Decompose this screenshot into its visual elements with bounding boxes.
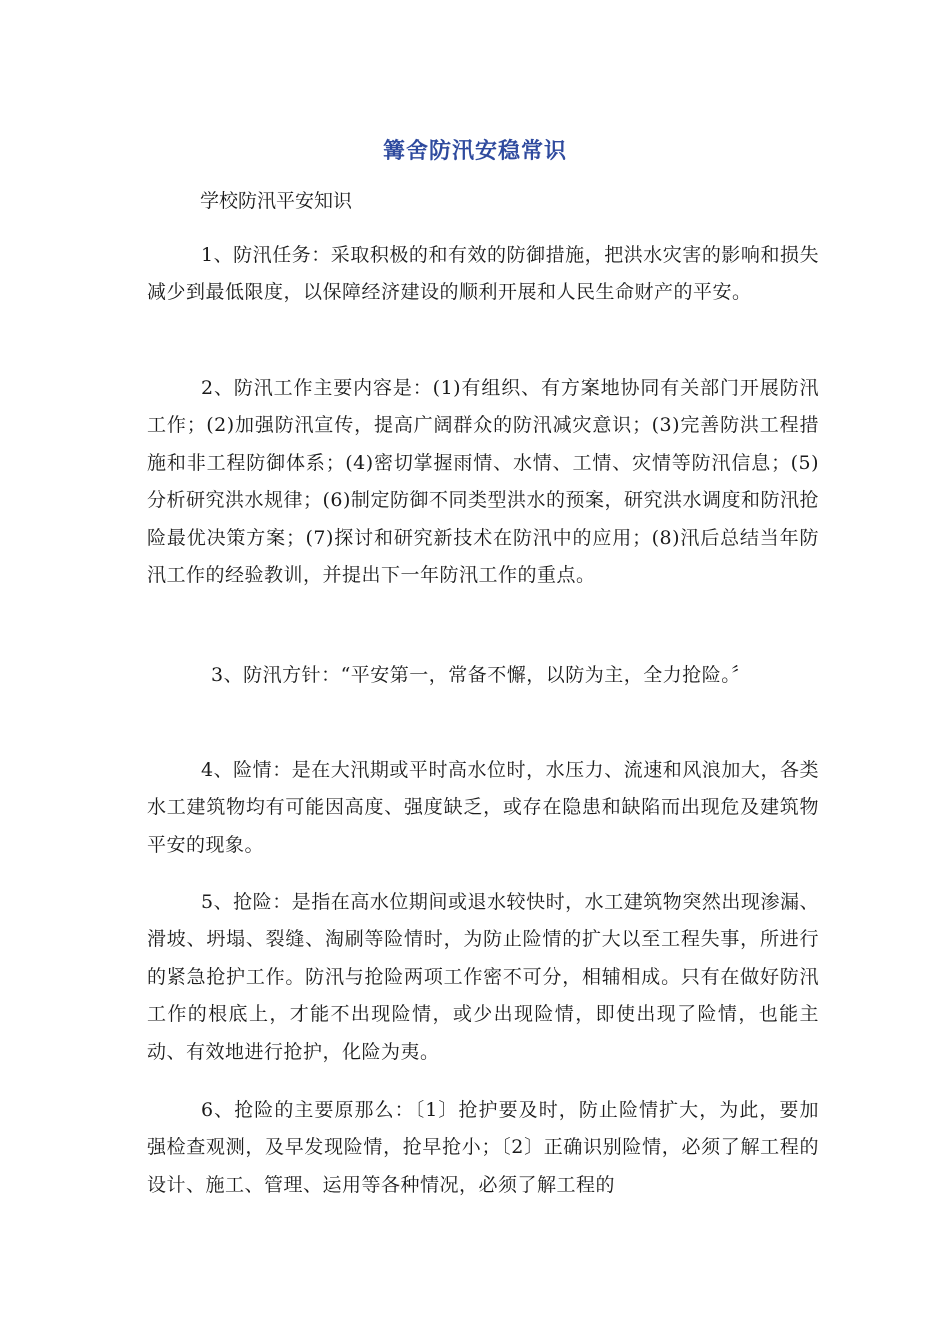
paragraph-danger-definition: 4、险情：是在大汛期或平时高水位时，水压力、流速和风浪加大，各类水工建筑物均有可能因高度、强度缺乏，或存在隐患和缺陷而出现危及建筑物平安的现象。: [147, 759, 819, 856]
document-subtitle: 学校防汛平安知识: [200, 190, 353, 212]
document-title: 篝舍防汛安稳常识: [382, 139, 567, 164]
paragraph-emergency-rescue: 5、抢险：是指在高水位期间或退水较快时，水工建筑物突然出现渗漏、滑坡、坍塌、裂缝、淘刷等险情时，为防止险情的扩大以至工程失事，所进行的紧急抢护工作。防汛与抢险两项工作密不可分，相辅相成。只有在做好防汛工作的根底上，才能不出现险情，或少出现险情，即使出现了险情，也能主动、有效地进行抢护，化险为夷。: [147, 891, 819, 1063]
paragraph-rescue-principles: 6、抢险的主要原那么：〔1〕抢护要及时，防止险情扩大，为此，要加强检查观测，及早发现险情，抢早抢小；〔2〕正确识别险情，必须了解工程的设计、施工、管理、运用等各种情况，必须了解工程的: [147, 1099, 819, 1196]
paragraph-flood-policy: 3、防汛方针：“平安第一，常备不懈，以防为主，全力抢险。〞: [211, 664, 751, 686]
paragraph-flood-work-content: 2、防汛工作主要内容是：(1)有组织、有方案地协同有关部门开展防汛工作；(2)加强防汛宣传，提高广阔群众的防汛减灾意识；(3)完善防洪工程措施和非工程防御体系；(4)密切掌握雨情、水情、工情、灾情等防汛信息；(5)分析研究洪水规律；(6)制定防御不同类型洪水的预案，研究洪水调度和防汛抢险最优决策方案；(7)探讨和研究新技术在防汛中的应用；(8)汛后总结当年防汛工作的经验教训，并提出下一年防汛工作的重点。: [147, 377, 819, 587]
paragraph-flood-task: 1、防汛任务：采取积极的和有效的防御措施，把洪水灾害的影响和损失减少到最低限度，以保障经济建设的顺利开展和人民生命财产的平安。: [147, 244, 819, 304]
